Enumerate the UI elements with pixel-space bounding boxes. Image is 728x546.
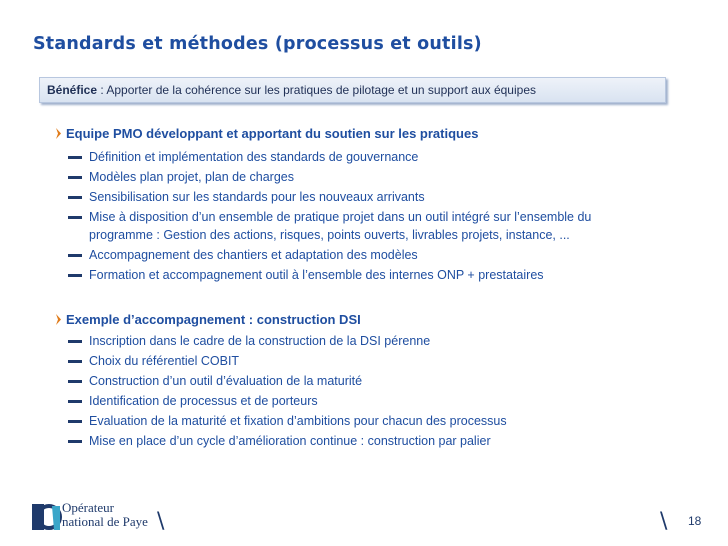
dash-icon	[68, 176, 82, 179]
dash-icon	[68, 216, 82, 219]
chevron-bullet-icon	[55, 128, 62, 139]
dash-icon	[68, 156, 82, 159]
chevron-bullet-icon	[55, 314, 62, 325]
dash-icon	[68, 400, 82, 403]
benefit-banner	[39, 77, 666, 103]
dash-icon	[68, 340, 82, 343]
slide-title: Standards et méthodes (processus et outils)	[33, 34, 482, 54]
footer-separator-left: \	[157, 509, 165, 534]
logo-line2: national de Paye	[62, 514, 148, 529]
footer-separator-right: \	[660, 509, 668, 534]
section2-heading: Exemple d’accompagnement : construction DSI	[66, 312, 361, 327]
logo-line1: Opérateur	[62, 500, 114, 515]
page-number: 18	[688, 514, 702, 528]
dash-icon	[68, 440, 82, 443]
dash-icon	[68, 380, 82, 383]
dash-icon	[68, 420, 82, 423]
section1-heading: Equipe PMO développant et apportant du soutien sur les pratiques	[66, 126, 479, 141]
benefit-label: Bénéfice	[47, 83, 98, 97]
benefit-text	[47, 83, 536, 97]
dash-icon	[68, 360, 82, 363]
dash-icon	[68, 196, 82, 199]
dash-icon	[68, 274, 82, 277]
dash-icon	[68, 254, 82, 257]
benefit-description: : Apporter de la cohérence sur les pratiques de pilotage et un support aux équipes	[97, 83, 536, 97]
